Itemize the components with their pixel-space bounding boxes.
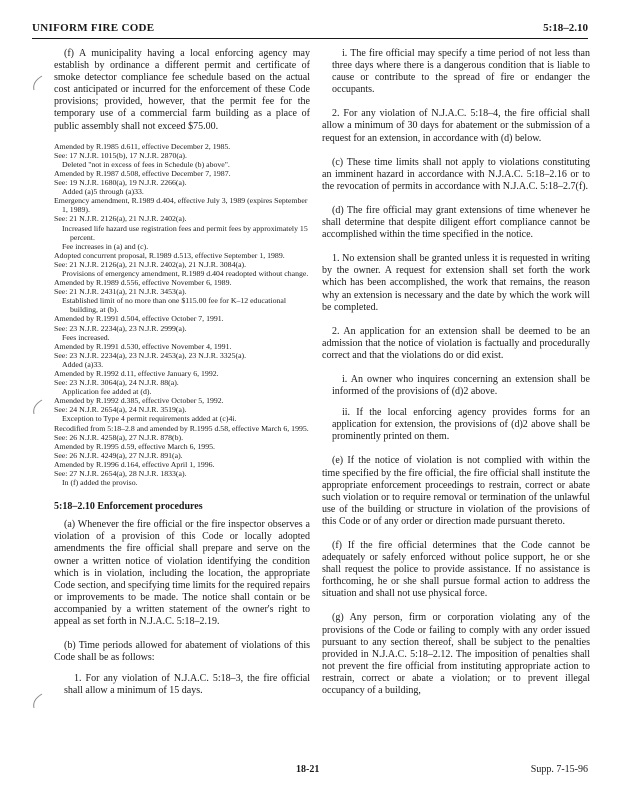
page-number: 18-21 (296, 764, 320, 775)
header-section-number: 5:18–2.10 (543, 22, 588, 34)
subsection-b1-paragraph: 1. For any violation of N.J.A.C. 5:18–3, the fire official shall allow a minimum of 15 days. (64, 673, 310, 697)
history-note-line: See: 23 N.J.R. 3064(a), 24 N.J.R. 88(a). (54, 378, 179, 388)
subsection-d2-paragraph: 2. An application for an extension shall be deemed to be an admission that the notice of violation is factually and procedurally correct and that the violations do or did exist. (322, 325, 590, 361)
subsection-b2-paragraph: 2. For any violation of N.J.A.C. 5:18–4, the fire official shall allow a minimum of 30 days for abatement or the submission of a request for an extension, in accordance with (d) below. (322, 108, 590, 144)
subsection-d-paragraph: (d) The fire official may grant extensions of time whenever he shall determine that despite diligent effort compliance cannot be accomplished within the time specified in the notice. (322, 204, 590, 241)
history-note-line: See: 23 N.J.R. 2234(a), 23 N.J.R. 2999(a). (54, 323, 187, 333)
history-note-line: See: 21 N.J.R. 2126(a), 21 N.J.R. 2402(a), 21 N.J.R. 3084(a). (54, 259, 247, 269)
history-notes (54, 142, 310, 488)
history-note-line: Exception to Type 4 permit requirements added at (c)4i. (62, 414, 237, 424)
subsection-f-paragraph: (f) A municipality having a local enforcing agency may establish by ordinance a different permit and certificate of smoke detector compliance fee schedule based on the actual cost anticipated or incurred for the enforcement of these Code provisions; provided, however, that the permit fee for the temporary use of a commercial farm building as a place of public assembly shall not exceed $75.00. (54, 48, 310, 132)
history-note-line: See: 19 N.J.R. 1680(a), 19 N.J.R. 2266(a). (54, 178, 187, 188)
margin-bracket-mark (28, 398, 48, 418)
history-note-line: Adopted concurrent proposal, R.1989 d.513, effective September 1, 1989. (54, 250, 285, 260)
history-note-line: Added (a)33. (62, 359, 104, 369)
history-note-line: Amended by R.1996 d.164, effective April 1, 1996. (54, 459, 215, 469)
history-note-line: Amended by R.1989 d.556, effective November 6, 1989. (54, 278, 232, 288)
subsection-e-paragraph: (e) If the notice of violation is not complied with within the time specified by the fire official, the fire official shall institute the appropriate enforcement proceedings to restrain, correct or abate such violation or to require removal or termination of the unlawful use of the building or structure in violation of the provisions of this Code or of any order or direction made pursuant thereto. (322, 455, 590, 527)
history-note-line: Fee increases in (a) and (c). (62, 241, 149, 251)
history-note-line: See: 21 N.J.R. 2126(a), 21 N.J.R. 2402(a). (54, 214, 187, 224)
history-note-line: Fees increased. (62, 332, 110, 342)
history-note-line: Application fee added at (d). (62, 387, 152, 397)
left-column (54, 48, 310, 697)
history-note-line: See: 21 N.J.R. 2431(a), 21 N.J.R. 3453(a). (54, 287, 187, 297)
history-note-line: Amended by R.1991 d.530, effective November 4, 1991. (54, 341, 232, 351)
subsection-b-paragraph: (b) Time periods allowed for abatement of violations of this Code shall be as follows: (54, 640, 310, 664)
subsection-a-paragraph: (a) Whenever the fire official or the fire inspector observes a violation of a provision of this Code or locally adopted amendments the fire official shall prepare and serve on the owner a written notice of violation identifying the condition which is in violation, including the location, the appropriate Code section, and specifying time limits for the required repairs or improvements to be made. The notice shall contain or be accompanied by a written statement of the owner's right to appeal as set forth in N.J.A.C. 5:18–2.19. (54, 519, 310, 627)
right-column (322, 48, 590, 697)
header-title: UNIFORM FIRE CODE (32, 22, 155, 34)
history-note-line: Amended by R.1995 d.59, effective March 6, 1995. (54, 441, 215, 451)
section-heading: 5:18–2.10 Enforcement procedures (54, 501, 203, 513)
subsection-d1-paragraph: 1. No extension shall be granted unless it is requested in writing by the owner. A request for extension shall set forth the work which has been accomplished, the work that remains, the reason why an extension is necessary and the date by which the work will be completed. (322, 253, 590, 313)
history-note-line: Amended by R.1987 d.508, effective December 7, 1987. (54, 168, 231, 178)
margin-bracket-mark (28, 74, 48, 94)
history-note-line: Amended by R.1992 d.11, effective January 6, 1992. (54, 369, 219, 378)
running-header (32, 20, 588, 39)
history-note-line: See: 26 N.J.R. 4249(a), 27 N.J.R. 891(a). (54, 450, 183, 460)
subsection-c-paragraph: (c) These time limits shall not apply to violations constituting an imminent hazard in accordance with N.J.A.C. 5:18–2.16 or to the revocation of permits in accordance with N.J.A.C. 5:18–2.7(f). (322, 156, 590, 192)
history-note-line: Added (a)5 through (a)33. (62, 187, 144, 197)
history-note-line: See: 17 N.J.R. 1015(b), 17 N.J.R. 2870(a). (54, 150, 187, 160)
history-note-line: Recodified from 5:18–2.8 and amended by R.1995 d.58, effective March 6, 1995. (54, 423, 309, 433)
history-note-line: Emergency amendment, R.1989 d.404, effective July 3, 1989 (expires September 1, 1989). (54, 196, 308, 215)
history-note-line: Established limit of no more than one $115.00 fee for K–12 educational building, at (b). (62, 296, 287, 315)
supplement-date: Supp. 7-15-96 (530, 764, 588, 775)
history-note-line: Amended by R.1985 d.611, effective December 2, 1985. (54, 141, 231, 151)
history-note-line: Amended by R.1992 d.385, effective October 5, 1992. (54, 396, 224, 406)
history-note-line: Provisions of emergency amendment, R.1989 d.404 readopted without change. (62, 268, 309, 278)
subsection-d2ii-paragraph: ii. If the local enforcing agency provides forms for an application for extension, the provisions of (d)2 above shall be prominently printed on them. (332, 407, 590, 443)
history-note-line: Deleted "not in excess of fees in Schedule (b) above". (62, 159, 230, 169)
subsection-d2i-paragraph: i. An owner who inquires concerning an extension shall be informed of the provisions of (d)2 above. (332, 373, 590, 398)
history-note-line: In (f) added the proviso. (62, 478, 138, 488)
history-note-line: Amended by R.1991 d.504, effective October 7, 1991. (54, 314, 224, 324)
history-note-line: See: 26 N.J.R. 4258(a), 27 N.J.R. 878(b). (54, 432, 184, 442)
history-note-line: Increased life hazard use registration fees and permit fees by approximately 15 percent. (62, 223, 308, 242)
margin-bracket-mark (28, 692, 48, 712)
subsection-f-paragraph: (f) If the fire official determines that the Code cannot be adequately or safely enforced without police support, he or she shall request the police to provide assistance. If no assistance is forthcoming, he or she shall pursue formal action to address the situation and shall not use physical force. (322, 540, 590, 600)
history-note-line: See: 24 N.J.R. 2654(a), 24 N.J.R. 3519(a). (54, 405, 187, 415)
subsection-g-paragraph: (g) Any person, firm or corporation violating any of the provisions of the Code or failing to comply with any order issued pursuant to any section thereof, shall be subject to the penalties provided in N.J.A.C. 5:18–2.12. The imposition of penalties shall not prevent the fire official from instituting appropriate action to restrain, correct or abate a violation; or to prevent illegal occupancy of a building, (322, 612, 590, 697)
subsection-b1i-paragraph: i. The fire official may specify a time period of not less than three days where there is a dangerous condition that is liable to cause or contribute to the spread of fire or endanger the occupants. (332, 48, 590, 96)
history-note-line: See: 23 N.J.R. 2234(a), 23 N.J.R. 2453(a), 23 N.J.R. 3325(a). (54, 350, 247, 360)
history-note-line: See: 27 N.J.R. 2654(a), 28 N.J.R. 1833(a). (54, 469, 187, 479)
